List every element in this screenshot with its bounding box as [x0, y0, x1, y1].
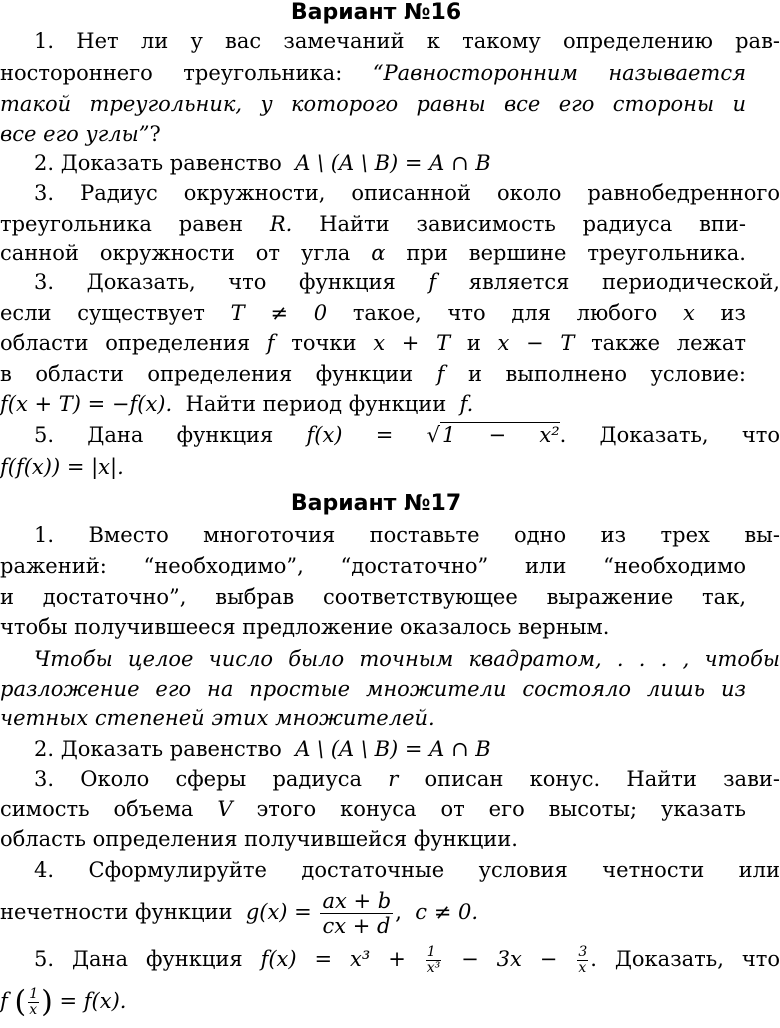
- v16-problem-1-line-2: ностороннего треугольника: “Равносторонним называется: [0, 61, 746, 85]
- v17-problem-4-line-1: 4. Сформулируйте достаточные условия четности или: [34, 858, 780, 882]
- one-over-x-cubed: $\frac{1}{\text{x³}}$: [426, 944, 441, 976]
- v17-problem-3-line-3: область определения получившейся функции.: [0, 827, 518, 851]
- v17-problem-1-line-7: четных степеней этих множителей.: [0, 706, 435, 730]
- v17-problem-1-line-6: разложение его на простые множители состояло лишь из: [0, 677, 746, 701]
- variant-17-title: Вариант №17: [290, 491, 462, 516]
- v17-problem-4-line-2: нечетности функции g(x) = $\frac{ax + b}{cx + d}$ , c ≠ 0.: [0, 889, 479, 938]
- v16-problem-1-line-3: такой треугольник, у которого равны все его стороны и: [0, 92, 746, 116]
- v16-problem-1-line-4: все его углы”?: [0, 122, 161, 146]
- v17-problem-5-line-2: f ( $\frac{1}{x}$ ) = f(x).: [0, 984, 127, 1020]
- variant-16-title: Вариант №16: [290, 0, 462, 25]
- v17-problem-1-line-1: 1. Вместо многоточия поставьте одно из трех вы-: [34, 523, 780, 547]
- v16-problem-1-line-1: 1. Нет ли у вас замечаний к такому определению рав-: [34, 29, 780, 53]
- v17-problem-1-line-5: Чтобы целое число было точным квадратом, . . . , чтобы: [34, 647, 780, 671]
- v17-problem-3-line-2: симость объема V этого конуса от его высоты; указать: [0, 797, 746, 821]
- v16-problem-3-line-1: 3. Радиус окружности, описанной около равнобедренного: [34, 181, 780, 205]
- v16-problem-3-line-3: санной окружности от угла α при вершине треугольника.: [0, 241, 746, 265]
- v17-problem-3-line-1: 3. Около сферы радиуса r описан конус. Найти зави-: [34, 767, 780, 791]
- one-over-x: $\frac{1}{x}$: [29, 986, 39, 1018]
- v17-problem-1-line-4: чтобы получившееся предложение оказалось верным.: [0, 615, 610, 639]
- v16-problem-5-line-2: f(f(x)) = |x|.: [0, 455, 124, 479]
- v16-problem-5-line-1: 5. Дана функция f(x) = √1 − x². Доказать, что: [34, 423, 780, 447]
- v16-problem-3-line-2: треугольника равен R. Найти зависимость радиуса впи-: [0, 212, 746, 236]
- v17-problem-1-line-2: ражений: “необходимо”, “достаточно” или “необходимо: [0, 554, 746, 578]
- v16-problem-2: 2. Доказать равенство A \ (A \ B) = A ∩ B: [34, 151, 491, 175]
- v16-problem-4-line-4: в области определения функции f и выполнено условие:: [0, 362, 746, 386]
- v16-problem-4-line-2: если существует T ≠ 0 такое, что для любого x из: [0, 301, 746, 325]
- v16-problem-4-line-3: области определения f точки x + T и x − T также лежат: [0, 331, 746, 355]
- three-over-x: $\frac{3}{x}$: [578, 944, 588, 976]
- v16-problem-4-line-5: f(x + T) = −f(x). Найти период функции f.: [0, 392, 474, 416]
- v17-problem-2: 2. Доказать равенство A \ (A \ B) = A ∩ B: [34, 737, 491, 761]
- g-fraction: $\frac{ax + b}{cx + d}$: [322, 889, 392, 938]
- v16-problem-4-line-1: 3. Доказать, что функция f является периодической,: [34, 270, 780, 294]
- v17-problem-1-line-3: и достаточно”, выбрав соответствующее выражение так,: [0, 585, 746, 609]
- v17-problem-5-line-1: 5. Дана функция f(x) = x³ + $\frac{1}{\text{x³}}$ − 3x − $\frac{3}{x}$ . Доказать, что: [34, 944, 780, 976]
